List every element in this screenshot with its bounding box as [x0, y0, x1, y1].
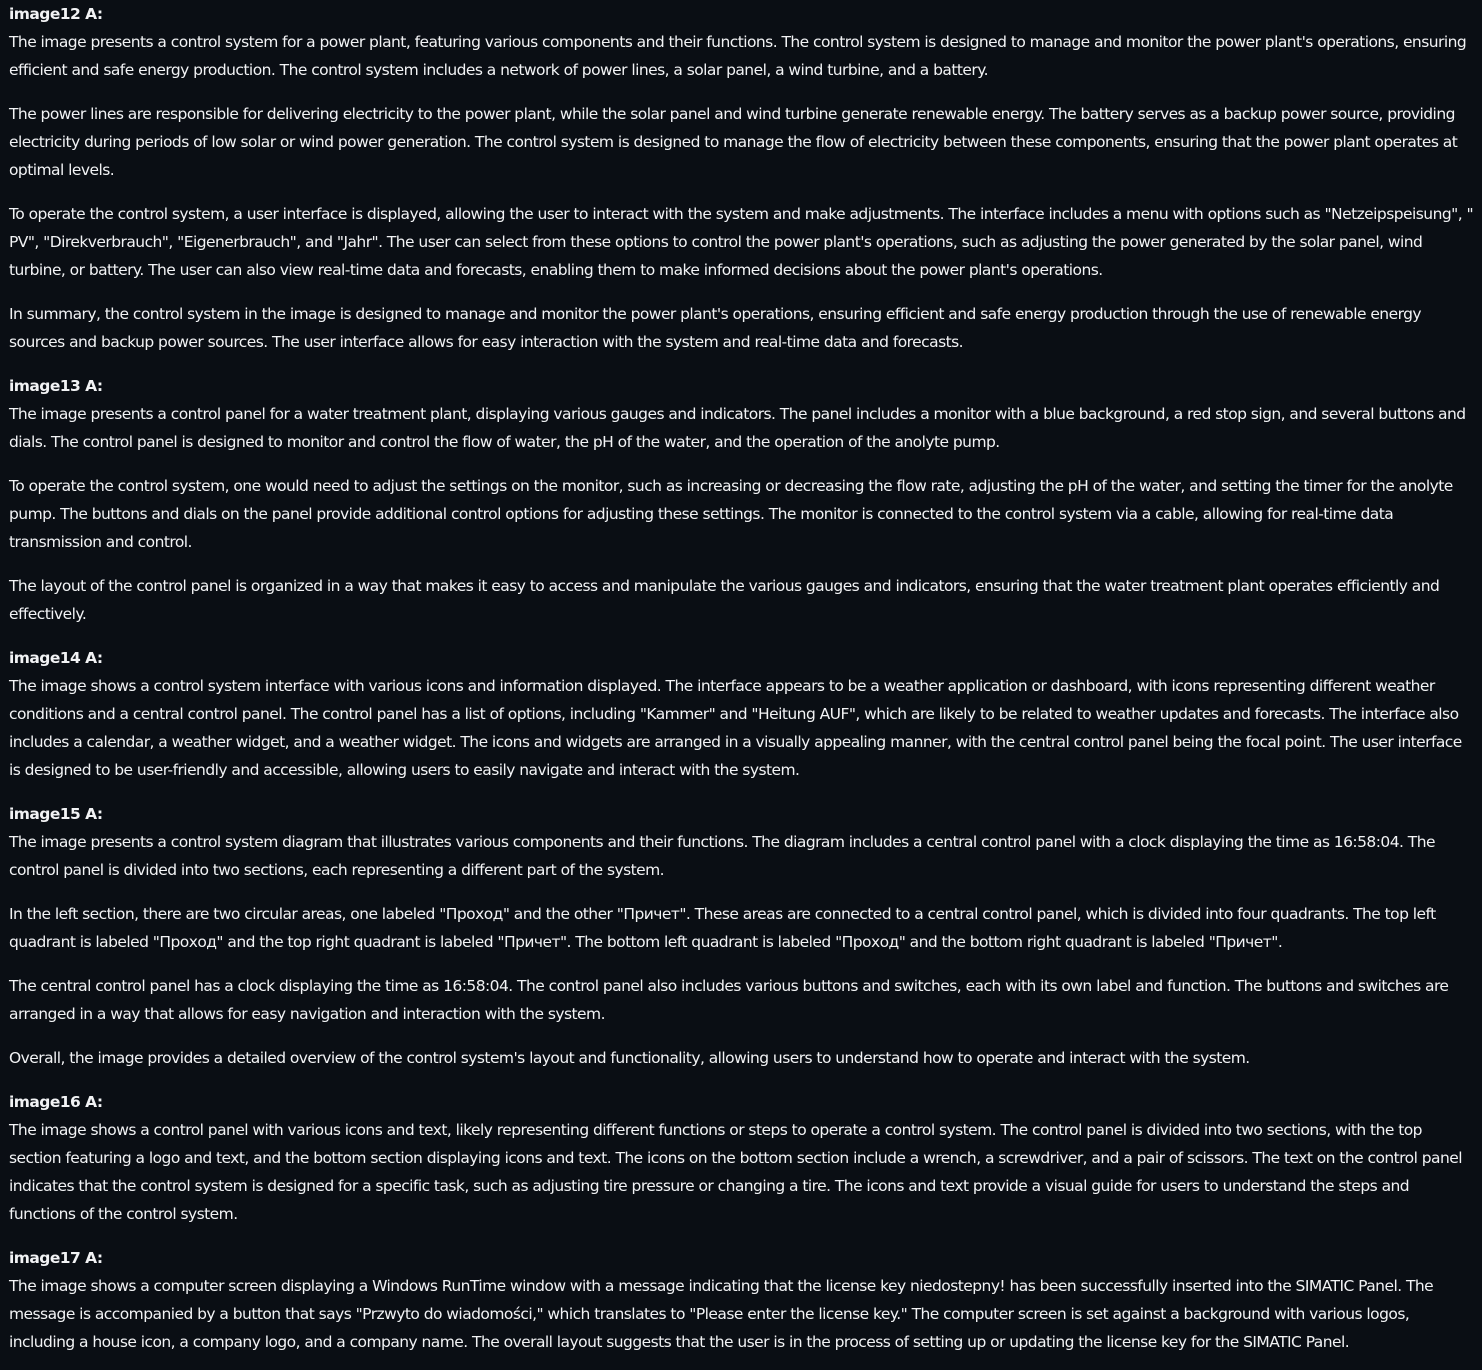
entry-paragraph: The power lines are responsible for delivering electricity to the power plant, while the solar panel and wind turbine generate renewable energy. The battery serves as a backup power source, providing electricity during periods of low solar or wind power generation. The control system is designed to manage the flow of electricity between these components, ensuring that the power plant operates at optimal levels. [9, 105, 1458, 179]
entry-image13 [9, 372, 1476, 628]
entry-heading: image12 A: [9, 5, 103, 23]
entry-paragraph: The central control panel has a clock displaying the time as 16:58:04. The control panel also includes various buttons and switches, each with its own label and function. The buttons and switches are arranged in a way that allows for easy navigation and interaction with the system. [9, 977, 1449, 1023]
entry-paragraph: The image shows a computer screen displaying a Windows RunTime window with a message indicating that the license key niedostepny! has been successfully inserted into the SIMATIC Panel. The message is accompanied by a button that says "Przwyto do wiadomości," which translates to "Please enter the license key." The computer screen is set against a background with various logos, including a house icon, a company logo, and a company name. The overall layout suggests that the user is in the process of setting up or updating the license key for the SIMATIC Panel. [9, 1277, 1434, 1351]
entry-image14 [9, 644, 1476, 784]
entry-paragraph: To operate the control system, one would need to adjust the settings on the monitor, such as increasing or decreasing the flow rate, adjusting the pH of the water, and setting the timer for the anolyte pump. The buttons and dials on the panel provide additional control options for adjusting these settings. The monitor is connected to the control system via a cable, allowing for real-time data transmission and control. [9, 477, 1453, 551]
entry-image15 [9, 800, 1476, 1072]
entry-heading: image17 A: [9, 1249, 103, 1267]
entry-paragraph: In the left section, there are two circular areas, one labeled "Проход" and the other "Причет". These areas are connected to a central control panel, which is divided into four quadrants. The top left quadrant is labeled "Проход" and the top right quadrant is labeled "Причет". The bottom left quadrant is labeled "Проход" and the bottom right quadrant is labeled "Причет". [9, 905, 1436, 951]
entry-paragraph: To operate the control system, a user interface is displayed, allowing the user to interact with the system and make adjustments. The interface includes a menu with options such as "Netzeipspeisung", " PV", "Direkverbrauch", "Eigenerbrauch", and "Jahr". The user can select from these options to control the power plant's operations, such as adjusting the power generated by the solar panel, wind turbine, or battery. The user can also view real-time data and forecasts, enabling them to make informed decisions about the power plant's operations. [9, 205, 1474, 279]
entry-heading: image16 A: [9, 1093, 103, 1111]
entry-paragraph: The image presents a control system diagram that illustrates various components and their functions. The diagram includes a central control panel with a clock displaying the time as 16:58:04. The control panel is divided into two sections, each representing a different part of the system. [9, 833, 1435, 879]
entry-paragraph: The image presents a control system for a power plant, featuring various components and their functions. The control system is designed to manage and monitor the power plant's operations, ensuring efficient and safe energy production. The control system includes a network of power lines, a solar panel, a wind turbine, and a battery. [9, 33, 1467, 79]
entry-heading: image14 A: [9, 649, 103, 667]
entry-image12 [9, 0, 1476, 356]
entry-paragraph: The image shows a control system interface with various icons and information displayed. The interface appears to be a weather application or dashboard, with icons representing different weather conditions and a central control panel. The control panel has a list of options, including "Kammer" and "Heitung AUF", which are likely to be related to weather updates and forecasts. The interface also includes a calendar, a weather widget, and a weather widget. The icons and widgets are arranged in a visually appealing manner, with the central control panel being the focal point. The user interface is designed to be user-friendly and accessible, allowing users to easily navigate and interact with the system. [9, 677, 1462, 779]
entry-paragraph: In summary, the control system in the image is designed to manage and monitor the power plant's operations, ensuring efficient and safe energy production through the use of renewable energy sources and backup power sources. The user interface allows for easy interaction with the system and real-time data and forecasts. [9, 305, 1422, 351]
entry-image17 [9, 1244, 1476, 1356]
entry-paragraph: The layout of the control panel is organized in a way that makes it easy to access and manipulate the various gauges and indicators, ensuring that the water treatment plant operates efficiently and effectively. [9, 577, 1440, 623]
entry-heading: image13 A: [9, 377, 103, 395]
entry-paragraph: Overall, the image provides a detailed overview of the control system's layout and functionality, allowing users to understand how to operate and interact with the system. [9, 1049, 1250, 1067]
entry-paragraph: The image presents a control panel for a water treatment plant, displaying various gauges and indicators. The panel includes a monitor with a blue background, a red stop sign, and several buttons and dials. The control panel is designed to monitor and control the flow of water, the pH of the water, and the operation of the anolyte pump. [9, 405, 1466, 451]
entry-image16 [9, 1088, 1476, 1228]
entry-paragraph: The image shows a control panel with various icons and text, likely representing different functions or steps to operate a control system. The control panel is divided into two sections, with the top section featuring a logo and text, and the bottom section displaying icons and text. The icons on the bottom section include a wrench, a screwdriver, and a pair of scissors. The text on the control panel indicates that the control system is designed for a specific task, such as adjusting tire pressure or changing a tire. The icons and text provide a visual guide for users to understand the steps and functions of the control system. [9, 1121, 1462, 1223]
entry-heading: image15 A: [9, 805, 103, 823]
